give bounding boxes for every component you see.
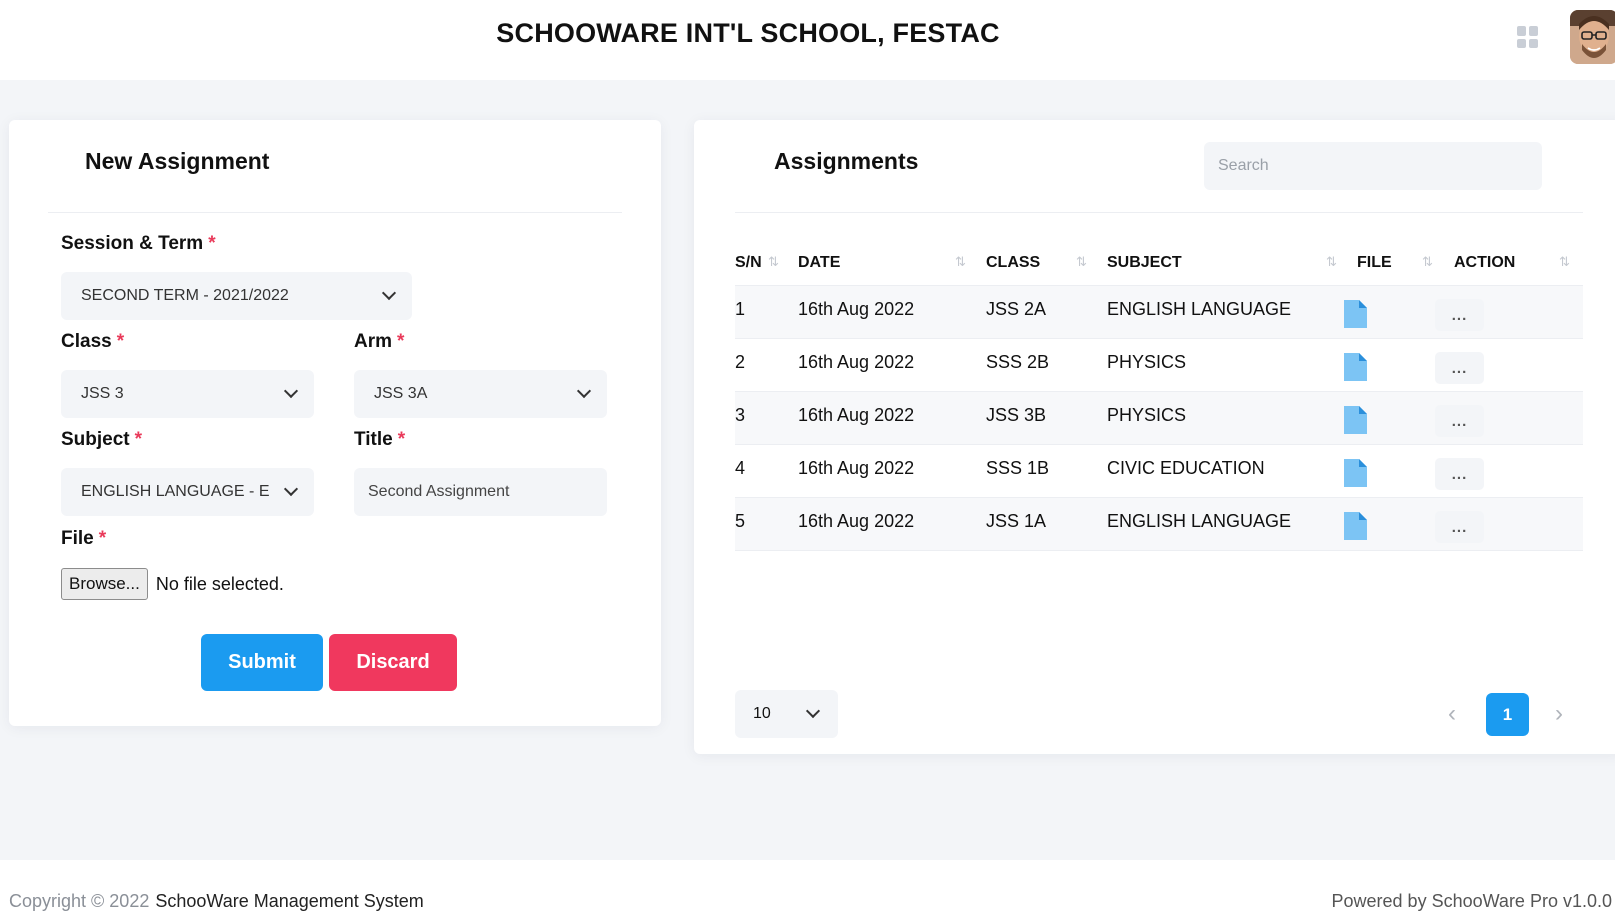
class-select[interactable]: JSS 3 bbox=[61, 370, 314, 418]
arm-select[interactable]: JSS 3A bbox=[354, 370, 607, 418]
table-header bbox=[735, 240, 1583, 286]
document-icon[interactable] bbox=[1344, 300, 1367, 328]
card-divider bbox=[48, 212, 622, 213]
arm-label: Arm * bbox=[354, 331, 405, 352]
subject-select[interactable]: ENGLISH LANGUAGE - E bbox=[61, 468, 314, 516]
cell-class: JSS 1A bbox=[986, 511, 1047, 531]
submit-button[interactable]: Submit bbox=[201, 634, 323, 691]
file-input bbox=[61, 568, 284, 600]
column-header-sn[interactable]: S/N bbox=[735, 254, 762, 271]
file-status: No file selected. bbox=[155, 573, 284, 594]
cell-subject: ENGLISH LANGUAGE bbox=[1107, 299, 1292, 319]
sort-icon[interactable]: ⇅ bbox=[1422, 254, 1433, 269]
cell-class: SSS 1B bbox=[986, 458, 1050, 478]
footer-copyright: Copyright © 2022 SchooWare Management System bbox=[9, 891, 424, 911]
column-header-action[interactable]: ACTION bbox=[1454, 254, 1516, 271]
column-header-class[interactable]: CLASS bbox=[986, 254, 1041, 271]
search-input[interactable]: Search bbox=[1204, 142, 1542, 190]
table-body bbox=[735, 286, 1583, 551]
document-icon[interactable] bbox=[1344, 353, 1367, 381]
cell-date: 16th Aug 2022 bbox=[798, 511, 915, 531]
new-assignment-title: New Assignment bbox=[85, 148, 270, 174]
footer bbox=[0, 860, 1615, 911]
assignments-table bbox=[735, 240, 1583, 551]
assignments-card bbox=[694, 120, 1615, 754]
column-header-file[interactable]: FILE bbox=[1357, 254, 1392, 271]
class-label: Class * bbox=[61, 331, 125, 352]
file-label: File * bbox=[61, 528, 107, 549]
current-page-button[interactable]: 1 bbox=[1486, 693, 1529, 736]
chevron-down-icon bbox=[284, 482, 298, 496]
title-input[interactable]: Second Assignment bbox=[354, 468, 607, 516]
table-row bbox=[735, 339, 1583, 392]
previous-page-button[interactable]: ‹ bbox=[1448, 700, 1456, 727]
document-icon[interactable] bbox=[1344, 459, 1367, 487]
cell-class: SSS 2B bbox=[986, 352, 1050, 372]
cell-date: 16th Aug 2022 bbox=[798, 352, 915, 372]
card-divider bbox=[735, 212, 1583, 213]
top-bar bbox=[0, 0, 1615, 80]
sort-icon[interactable]: ⇅ bbox=[955, 254, 966, 269]
cell-subject: CIVIC EDUCATION bbox=[1107, 458, 1265, 478]
cell-date: 16th Aug 2022 bbox=[798, 458, 915, 478]
chevron-down-icon bbox=[806, 704, 820, 718]
cell-date: 16th Aug 2022 bbox=[798, 405, 915, 425]
session-term-select[interactable]: SECOND TERM - 2021/2022 bbox=[61, 272, 412, 320]
sort-icon[interactable]: ⇅ bbox=[1326, 254, 1337, 269]
cell-class: JSS 3B bbox=[986, 405, 1047, 425]
sort-icon[interactable]: ⇅ bbox=[1559, 254, 1570, 269]
new-assignment-card bbox=[9, 120, 661, 726]
row-action-button[interactable]: ... bbox=[1435, 511, 1484, 543]
assignments-title: Assignments bbox=[774, 148, 919, 174]
subject-label: Subject * bbox=[61, 429, 143, 450]
document-icon[interactable] bbox=[1344, 406, 1367, 434]
cell-subject: PHYSICS bbox=[1107, 352, 1187, 372]
table-row bbox=[735, 498, 1583, 551]
cell-sn: 5 bbox=[735, 511, 746, 531]
cell-sn: 3 bbox=[735, 405, 746, 425]
cell-subject: ENGLISH LANGUAGE bbox=[1107, 511, 1292, 531]
discard-button[interactable]: Discard bbox=[329, 634, 457, 691]
next-page-button[interactable]: › bbox=[1555, 700, 1563, 727]
row-action-button[interactable]: ... bbox=[1435, 458, 1484, 490]
column-header-date[interactable]: DATE bbox=[798, 254, 841, 271]
school-name: SCHOOWARE INT'L SCHOOL, FESTAC bbox=[496, 18, 1000, 48]
page-size-select[interactable]: 10 bbox=[735, 690, 838, 738]
chevron-down-icon bbox=[284, 384, 298, 398]
cell-class: JSS 2A bbox=[986, 299, 1047, 319]
sort-icon[interactable]: ⇅ bbox=[768, 254, 779, 269]
footer-powered-by: Powered by SchooWare Pro v1.0.0 bbox=[1331, 891, 1612, 911]
table-row bbox=[735, 286, 1583, 339]
user-avatar[interactable] bbox=[1570, 10, 1615, 64]
column-header-subject[interactable]: SUBJECT bbox=[1107, 254, 1182, 271]
cell-sn: 2 bbox=[735, 352, 746, 372]
row-action-button[interactable]: ... bbox=[1435, 299, 1484, 331]
cell-sn: 1 bbox=[735, 299, 746, 319]
cell-date: 16th Aug 2022 bbox=[798, 299, 915, 319]
cell-subject: PHYSICS bbox=[1107, 405, 1187, 425]
sort-icon[interactable]: ⇅ bbox=[1076, 254, 1087, 269]
table-row bbox=[735, 392, 1583, 445]
browse-button[interactable]: Browse... bbox=[61, 568, 148, 600]
session-term-label: Session & Term * bbox=[61, 233, 216, 254]
cell-sn: 4 bbox=[735, 458, 746, 478]
row-action-button[interactable]: ... bbox=[1435, 405, 1484, 437]
row-action-button[interactable]: ... bbox=[1435, 352, 1484, 384]
title-label: Title * bbox=[354, 429, 406, 450]
table-row bbox=[735, 445, 1583, 498]
chevron-down-icon bbox=[577, 384, 591, 398]
chevron-down-icon bbox=[382, 286, 396, 300]
grid-icon[interactable] bbox=[1517, 26, 1539, 48]
document-icon[interactable] bbox=[1344, 512, 1367, 540]
